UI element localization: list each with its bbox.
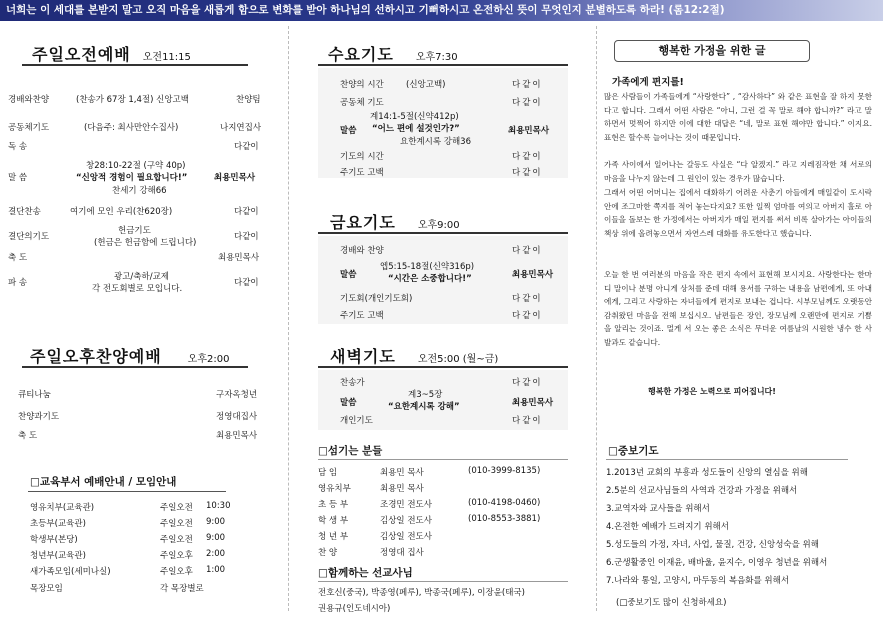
prayer-item: 6.군생활중인 이재윤, 배바울, 윤지수, 이영우 청년을 위해서 bbox=[606, 558, 828, 568]
prayer-item: 5.성도들의 가정, 자녀, 사업, 물질, 건강, 신앙성숙을 위해 bbox=[606, 540, 819, 550]
title-underline bbox=[318, 64, 568, 66]
family-paragraph: 그래서 어떤 어머니는 집에서 대화하기 어려운 사춘기 아들에게 매일같이 도시락 안에 조그마한 쪽지를 적어 놓는다지요? 또한 일찍 엄마를 여의고 아버지 홀로 아이들을 돌보는 한 가정에서는 아버지가 매일 편지를 써서 비록 살아가는 아이들의 책상 위에 올려놓으면서 자연스레 대화를 유도한다고 했습니다. bbox=[604, 188, 872, 238]
missionary-line: 권용규(인도네시아) bbox=[318, 604, 391, 614]
title-underline bbox=[22, 64, 248, 66]
sunday-morning-title: 주일오전예배 오전11:15 bbox=[32, 45, 191, 64]
family-paragraph: 가족 사이에서 일어나는 갈등도 사실은 “다 알겠지.” 라고 지레짐작한 채 서로의 마음을 나누지 않는데 그 원인이 있는 경우가 많습니다. bbox=[604, 160, 872, 183]
top-verse-banner: 너희는 이 세대를 본받지 말고 오직 마음을 새롭게 함으로 변화를 받아 하나님의 선하시고 기뻐하시고 온전하신 뜻이 무엇인지 분별하도록 하라! (롬12:2절) bbox=[0, 0, 883, 21]
title-underline bbox=[318, 366, 568, 368]
title-underline bbox=[318, 232, 568, 234]
family-subtitle: 가족에게 편지를! bbox=[612, 77, 684, 88]
family-paragraph: 오늘 한 번 여러분의 마음을 작은 편지 속에서 표현해 보시지요. 사랑한다는 한마디 말이나 분명 아니게 상처를 준데 대해 용서를 구하는 내용을 남편에게, 또 아내에게, 그리고 사랑하는 자녀들에게 편지로 보내는 겁니다. 시부모님께도 오랫동안 감춰왔던 마음을 전해 보십시오. 남편들은 장인, 장모님께 오랜만에 편지로 기쁨을 알리는 것이죠. 멀게 서 오는 좋은 소식은 무더운 여름날의 시원한 냉수 한 사발과도 같습니다. bbox=[604, 270, 872, 347]
title-underline bbox=[318, 459, 568, 460]
prayer-item: 7.나라와 통일, 고양시, 마두동의 복음화를 위해서 bbox=[606, 576, 790, 586]
family-closing: 행복한 가정은 노력으로 피어집니다! bbox=[648, 387, 776, 396]
title-underline bbox=[28, 491, 226, 492]
prayer-note: (□중보기도 많이 신청하세요) bbox=[616, 598, 727, 608]
servants-title: □섬기는 분들 bbox=[318, 445, 383, 457]
prayer-item: 1.2013년 교회의 부흥과 성도들이 신앙의 열심을 위해 bbox=[606, 468, 808, 478]
prayer-title: □중보기도 bbox=[608, 445, 659, 457]
friday-title: 금요기도 오후9:00 bbox=[330, 213, 460, 232]
column-divider-2 bbox=[596, 26, 597, 611]
missionaries-title: □함께하는 선교사님 bbox=[318, 567, 413, 579]
prayer-item: 4.온전한 예배가 드려지기 위해서 bbox=[606, 522, 729, 532]
missionary-line: 전호신(중국), 박종영(페루), 박종국(페루), 이장윤(태국) bbox=[318, 588, 525, 598]
title-underline bbox=[22, 366, 248, 368]
dawn-title: 새벽기도 오전5:00 (월~금) bbox=[330, 347, 499, 366]
family-paragraph: 많은 사람들이 가족들에게 “사랑한다” , “감사하다” 와 같은 표현을 잘 하지 못한다고 합니다. 그래서 어떤 사람은 “아니, 그런 걸 꼭 말로 해야 합니까?” 라고 말하면서 멋쩍어 하지만 이에 대한 대답은 “네, 말로 표현 해야만 합니다.” 이지요. 표현은 할수록 늘어나는 것이 때문입니다. bbox=[604, 92, 872, 142]
title-underline bbox=[606, 459, 848, 460]
prayer-item: 3.교역자와 교사들을 위해서 bbox=[606, 504, 710, 514]
prayer-item: 2.5분의 선교사님들의 사역과 건강과 가정을 위해서 bbox=[606, 486, 798, 496]
education-title: □교육부서 예배안내 / 모임안내 bbox=[30, 476, 177, 488]
column-divider-1 bbox=[288, 26, 289, 611]
wednesday-title: 수요기도 오후7:30 bbox=[328, 45, 458, 64]
sunday-afternoon-title: 주일오후찬양예배 오후2:00 bbox=[30, 347, 230, 366]
family-title: 행복한 가정을 위한 글 bbox=[614, 40, 810, 62]
title-underline bbox=[318, 581, 568, 582]
